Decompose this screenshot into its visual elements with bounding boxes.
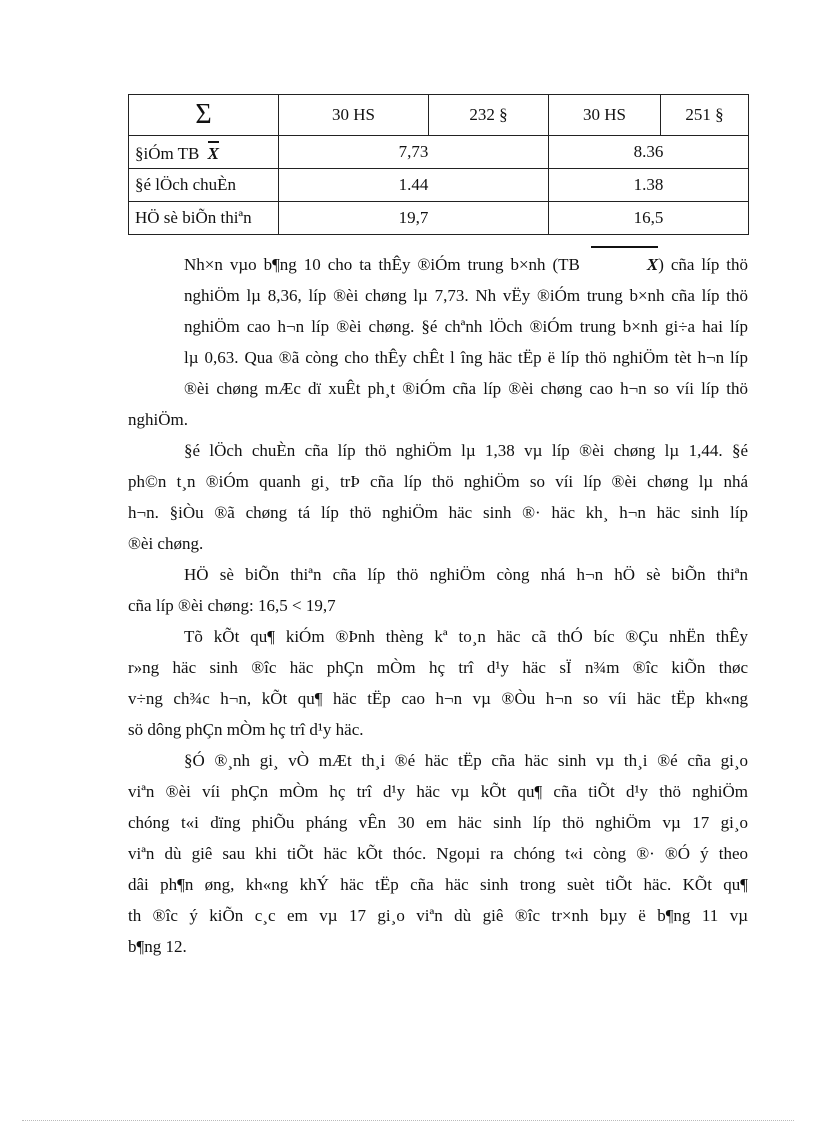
text-line: v÷ng ch¾c h¬n, kÕt qu¶ häc tËp cao h¬n vµ ®Òu h¬n so víi häc tËp kh«ng (128, 689, 748, 708)
text-line: §é lÖch chuÈn cña líp thö nghiÖm lµ 1,38 vµ líp ®èi chøng lµ 1,44. §é (184, 441, 748, 460)
text-line: Nh×n vµo b¶ng 10 cho ta thÊy ®iÓm trung b×nh (TB X) cña líp thö (128, 246, 748, 280)
text-line: HÖ sè biÕn thiªn cña líp thö nghiÖm còng nhá h¬n hÖ sè biÕn thiªn (184, 565, 748, 584)
row-label: §é lÖch chuÈn (129, 169, 279, 202)
header-cell: 251 § (661, 95, 749, 136)
paragraph (128, 621, 748, 745)
statistics-table (128, 94, 749, 235)
header-cell: 30 HS (279, 95, 429, 136)
table-row (129, 202, 749, 235)
text-line: nghiÖm cao h¬n líp ®èi chøng. §é chªnh lÖch ®iÓm trung b×nh gi÷a hai líp (184, 317, 748, 336)
control-value: 7,73 (279, 136, 549, 169)
experimental-value: 16,5 (549, 202, 749, 235)
text-line: nghiÖm. (128, 410, 188, 429)
x-bar-symbol: X (591, 246, 658, 280)
control-value: 19,7 (279, 202, 549, 235)
text-line: Tõ kÕt qu¶ kiÓm ®Þnh thèng kª to¸n häc cã thÓ bíc ®Çu nhËn thÊy (184, 627, 748, 646)
paragraph (128, 745, 748, 962)
row-label: §iÓm TB X (129, 136, 279, 169)
row-label: HÖ sè biÕn thiªn (129, 202, 279, 235)
text-line: r»ng häc sinh ®îc häc phÇn mÒm hç trî d¹y häc sÏ n¾m ®îc kiÕn thøc (128, 658, 748, 677)
text-line: lµ 0,63. Qua ®ã còng cho thÊy chÊt l îng häc tËp ë líp thö nghiÖm tèt h¬n líp (184, 348, 748, 367)
text-line: ®èi chøng mÆc dï xuÊt ph¸t ®iÓm cña líp ®èi chøng cao h¬n so víi líp thö (184, 379, 748, 398)
text-line: dâi ph¶n øng, kh«ng khÝ häc tËp cña häc sinh trong suèt tiÕt häc. KÕt qu¶ (128, 875, 748, 894)
text-line: viªn dù giê sau khi tiÕt häc kÕt thóc. Ngoµi ra chóng t«i còng ®· ®Ó ý theo (128, 844, 748, 863)
x-bar-symbol: X (208, 141, 219, 164)
text-line: b¶ng 12. (128, 937, 187, 956)
table-row (129, 169, 749, 202)
text-line: sö dông phÇn mÒm hç trî d¹y häc. (128, 720, 364, 739)
header-cell: 232 § (429, 95, 549, 136)
table-row (129, 136, 749, 169)
text-line: chóng t«i dïng phiÕu pháng vÊn 30 em häc sinh líp thö nghiÖm vµ 17 gi¸o (128, 813, 748, 832)
text-line: cña líp ®èi chøng: 16,5 < 19,7 (128, 596, 336, 615)
text-line: ph©n t¸n ®iÓm quanh gi¸ trÞ cña líp thö nghiÖm so víi líp ®èi chøng lµ nhá (128, 472, 748, 491)
sigma-symbol: Σ (195, 99, 212, 130)
body-text (128, 246, 748, 962)
text-line: th ®îc ý kiÕn c¸c em vµ 17 gi¸o viªn dù giê ®îc tr×nh bµy ë b¶ng 11 vµ (128, 906, 748, 925)
paragraph (128, 246, 748, 435)
sigma-cell (129, 95, 279, 136)
text-line: ®èi chøng. (128, 534, 204, 553)
text-line: §Ó ®¸nh gi¸ vÒ mÆt th¸i ®é häc tËp cña häc sinh vµ th¸i ®é cña gi¸o (184, 751, 748, 770)
table-header-row (129, 95, 749, 136)
experimental-value: 1.38 (549, 169, 749, 202)
page-bottom-divider (22, 1120, 794, 1121)
text-line: nghiÖm lµ 8,36, líp ®èi chøng lµ 7,73. Nh vËy ®iÓm trung b×nh cña líp thö (184, 286, 748, 305)
experimental-value: 8.36 (549, 136, 749, 169)
control-value: 1.44 (279, 169, 549, 202)
header-cell: 30 HS (549, 95, 661, 136)
paragraph (128, 559, 748, 621)
text-line: h¬n. §iÒu ®ã chøng tá líp thö nghiÖm häc sinh ®· häc kh¸ h¬n häc sinh líp (128, 503, 748, 522)
paragraph (128, 435, 748, 559)
text-line: viªn ®èi víi phÇn mÒm hç trî d¹y häc vµ kÕt qu¶ cña tiÕt d¹y thö nghiÖm (128, 782, 748, 801)
